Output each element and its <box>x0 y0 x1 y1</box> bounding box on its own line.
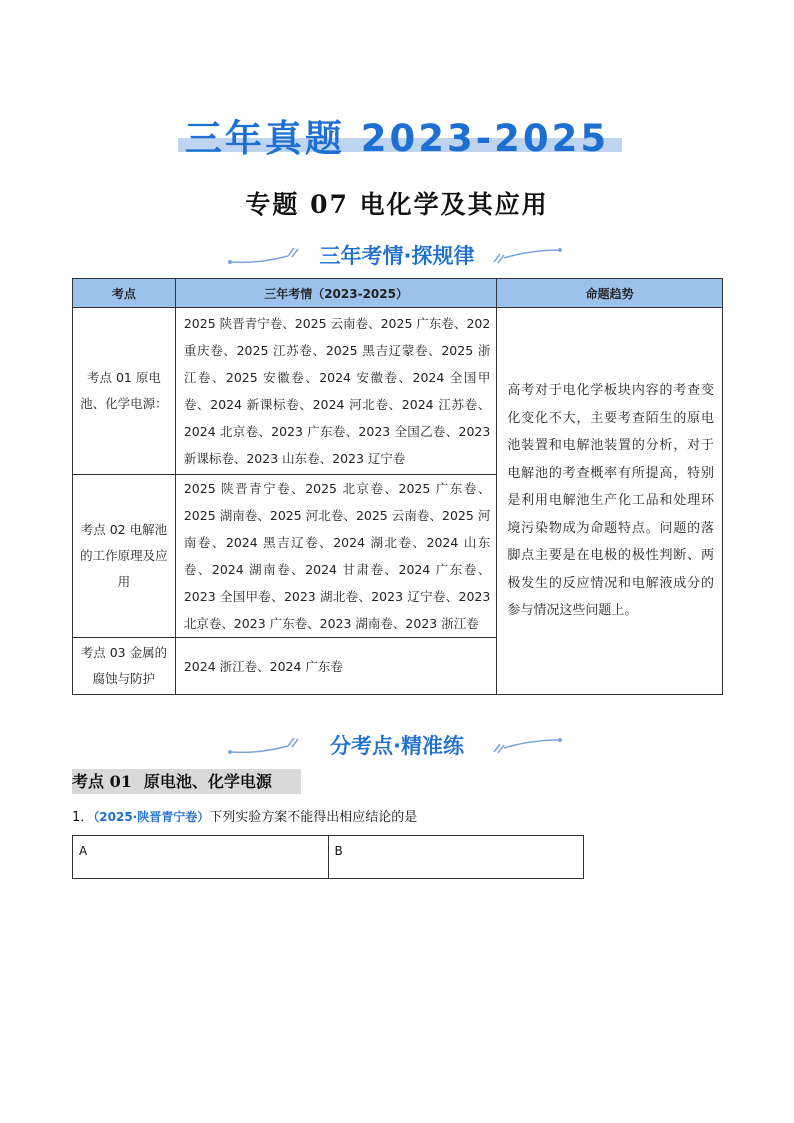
option-b: B <box>328 836 584 879</box>
point-cell: 考点 02 电解池的工作原理及应用 <box>73 475 176 638</box>
header-exams: 三年考情（2023-2025） <box>175 279 496 308</box>
exams-cell: 2025 陕晋青宁卷、2025 云南卷、2025 广东卷、202 重庆卷、2025 江苏卷、2025 黑吉辽蒙卷、2025 浙江卷、2025 安徽卷、2024 安徽卷、2024 全国甲卷、2024 新课标卷、2024 河北卷、2024 江苏卷、2024 北京卷、2023 广东卷、2023 全国乙卷、2023 新课标卷、2023 山东卷、2023 辽宁卷 <box>175 308 496 475</box>
section-heading-practice <box>0 730 794 764</box>
section-title: 分考点·精准练 <box>330 734 464 758</box>
section-title: 三年考情·探规律 <box>319 244 475 268</box>
exams-cell: 2024 浙江卷、2024 广东卷 <box>175 638 496 695</box>
options-table <box>72 835 584 879</box>
banner <box>0 108 794 158</box>
knowledge-point-heading <box>72 769 301 794</box>
question-number: 1． <box>72 810 94 825</box>
exam-trends-table <box>72 278 723 695</box>
right-swoosh-icon <box>490 732 562 758</box>
question-source: （2025·陕晋青宁卷） <box>93 810 210 824</box>
point-cell: 考点 01 原电池、化学电源： <box>73 308 176 475</box>
section-heading-trends <box>0 240 794 274</box>
table-row <box>73 308 723 475</box>
right-swoosh-icon <box>490 242 562 268</box>
option-a: A <box>73 836 329 879</box>
subject-title: 专题 07 电化学及其应用 <box>245 190 549 219</box>
question-text: 下列实验方案不能得出相应结论的是 <box>209 810 418 825</box>
header-point: 考点 <box>73 279 176 308</box>
exams-cell: 2025 陕晋青宁卷、2025 北京卷、2025 广东卷、2025 湖南卷、2025 河北卷、2025 云南卷、2025 河南卷、2024 黑吉辽卷、2024 湖北卷、2024 山东卷、2024 湖南卷、2024 甘肃卷、2024 广东卷、2023 全国甲卷、2023 湖北卷、2023 辽宁卷、2023 北京卷、2023 广东卷、2023 湖南卷、2023 浙江卷 <box>175 475 496 638</box>
header-trend: 命题趋势 <box>497 279 723 308</box>
point-cell: 考点 03 金属的腐蚀与防护 <box>73 638 176 695</box>
banner-title: 三年真题 2023-2025 <box>184 117 610 160</box>
kp-number: 考点 01 <box>72 772 132 791</box>
question-1 <box>72 806 417 825</box>
kp-name: 原电池、化学电源 <box>143 772 272 791</box>
trend-cell: 高考对于电化学板块内容的考查变化变化不大，主要考查陌生的原电池装置和电解池装置的分析，对于电解池的考查概率有所提高，特别是利用电解池生产化工品和处理环境污染物成为命题特点。问题的落脚点主要是在电极的极性判断、两极发生的反应情况和电解液成分的参与情况这些问题上。 <box>497 308 723 695</box>
